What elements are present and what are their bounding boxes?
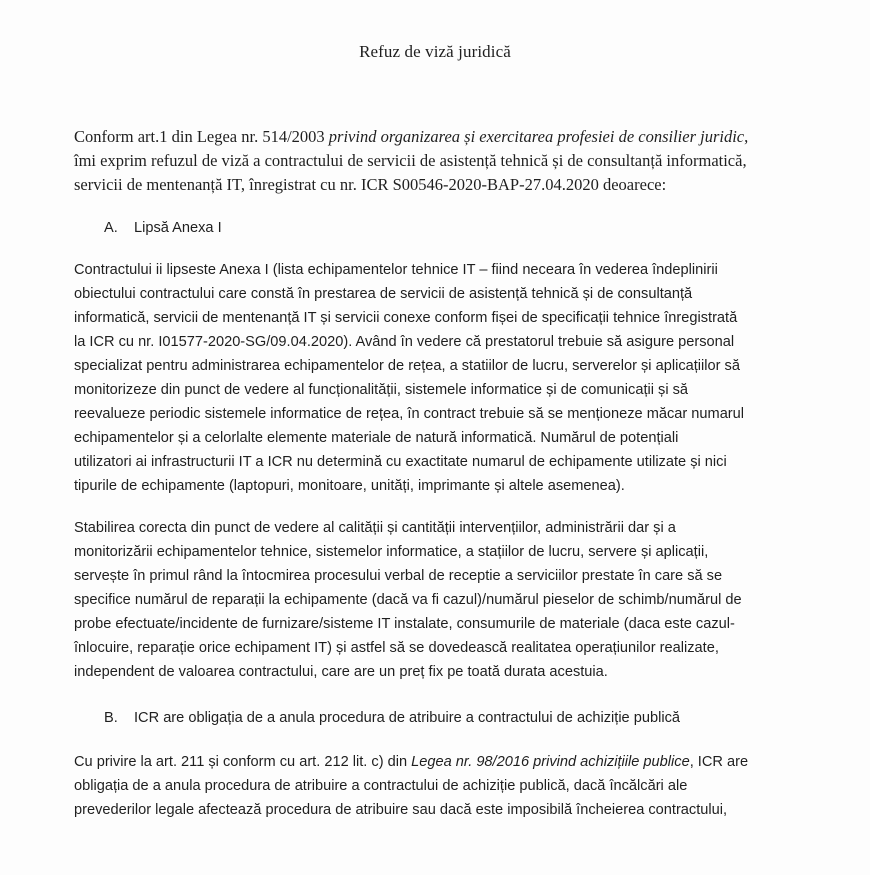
section-a-title: Lipsă Anexa I <box>134 220 222 236</box>
section-a-heading <box>104 218 222 238</box>
document-title: Refuz de viză juridică <box>359 42 511 61</box>
section-a-p1-line: monitorizeze din punct de vedere al funcționalității, sistemele informatice și de comunicații și să <box>74 382 689 398</box>
intro-line-2: îmi exprim refuzul de viză a contractului de servicii de asistență tehnică și de consultanță informatică, <box>74 151 747 170</box>
intro-line-1 <box>74 127 748 147</box>
section-a-p1-line: reevalueze periodic sistemele informatice de rețea, în contract trebuie să se menționeze măcar numarul <box>74 406 745 422</box>
section-b-line-1-text: Cu privire la art. 211 și conform cu art. 212 lit. c) din <box>74 754 412 770</box>
section-b-line-3: prevederilor legale afectează procedura de atribuire sau dacă este imposibilă încheierea contractului, <box>74 802 728 818</box>
section-a-letter: A. <box>104 220 118 236</box>
section-b-title: ICR are obligația de a anula procedura de atribuire a contractului de achiziție publică <box>134 710 680 726</box>
section-a-p2-line: monitorizării echipamentelor tehnice, sistemelor informatice, a stațiilor de lucru, servere și aplicații, <box>74 544 709 560</box>
law-title-514-2003: privind organizarea și exercitarea profesiei de consilier juridic <box>328 127 745 146</box>
section-a-p2-line: înlocuire, reparație orice echipament IT) și astfel să se dovedească realitatea operațiunilor realizate, <box>74 640 719 656</box>
section-a-p1-line: specializat pentru administrarea echipamentelor de rețea, a statiilor de lucru, serverelor și aplicațiilor să <box>74 358 740 374</box>
intro-line-3: servicii de mentenanță IT, înregistrat cu nr. ICR S00546-2020-BAP-27.04.2020 deoarece: <box>74 175 667 194</box>
section-a-p2-line: specifice numărul de reparații la echipamente (dacă va fi cazul)/numărul pieselor de schimb/numărul de <box>74 592 742 608</box>
section-a-p2-line: independent de valoarea contractului, care are un preț fix pe toată durata acestuia. <box>74 664 608 680</box>
section-b-line-2: obligația de a anula procedura de atribuire a contractului de achiziție publică, dacă încălcări ale <box>74 778 688 794</box>
section-a-p1-line: utilizatori ai infrastructurii IT a ICR nu determină cu exactitate numarul de echipamente utilizate și nici <box>74 454 727 470</box>
section-a-p1-line: la ICR cu nr. I01577-2020-SG/09.04.2020). Având în vedere că prestatorul trebuie să asigure personal <box>74 334 735 350</box>
section-a-p1-line: echipamentelor și a celorlalte elemente materiale de natură informatică. Numărul de potențiali <box>74 430 679 446</box>
intro-line-1-end: , <box>744 127 749 146</box>
section-b-line-1 <box>74 752 748 772</box>
section-a-p1-line: obiectului contractului care constă în prestarea de servicii de asistență tehnică și de consultanță <box>74 286 693 302</box>
section-a-p1-line: informatică, servicii de mentenanță IT și servicii conexe conform fișei de specificații tehnice înregistrată <box>74 310 738 326</box>
section-a-p2-line: servește în primul rând la întocmirea procesului verbal de receptie a serviciilor prestate în care să se <box>74 568 723 584</box>
intro-line-1-text: Conform art.1 din Legea nr. 514/2003 <box>74 127 329 146</box>
section-a-p1-line: tipurile de echipamente (laptopuri, monitoare, unități, imprimante și altele asemenea). <box>74 478 625 494</box>
section-a-p2-line: probe efectuate/incidente de furnizare/sisteme IT instalate, consumurile de materiale (daca este cazul- <box>74 616 735 632</box>
section-a-p2-line: Stabilirea corecta din punct de vedere al calității și cantității intervențiilor, administrării dar și a <box>74 520 676 536</box>
section-b-line-1-end: , ICR are <box>689 754 749 770</box>
section-b-letter: B. <box>104 710 118 726</box>
section-a-p1-line: Contractului ii lipseste Anexa I (lista echipamentelor tehnice IT – fiind neceara în vederea îndeplinirii <box>74 262 718 278</box>
law-title-98-2016: Legea nr. 98/2016 privind achizițiile publice <box>411 754 690 770</box>
section-b-heading <box>104 708 680 728</box>
